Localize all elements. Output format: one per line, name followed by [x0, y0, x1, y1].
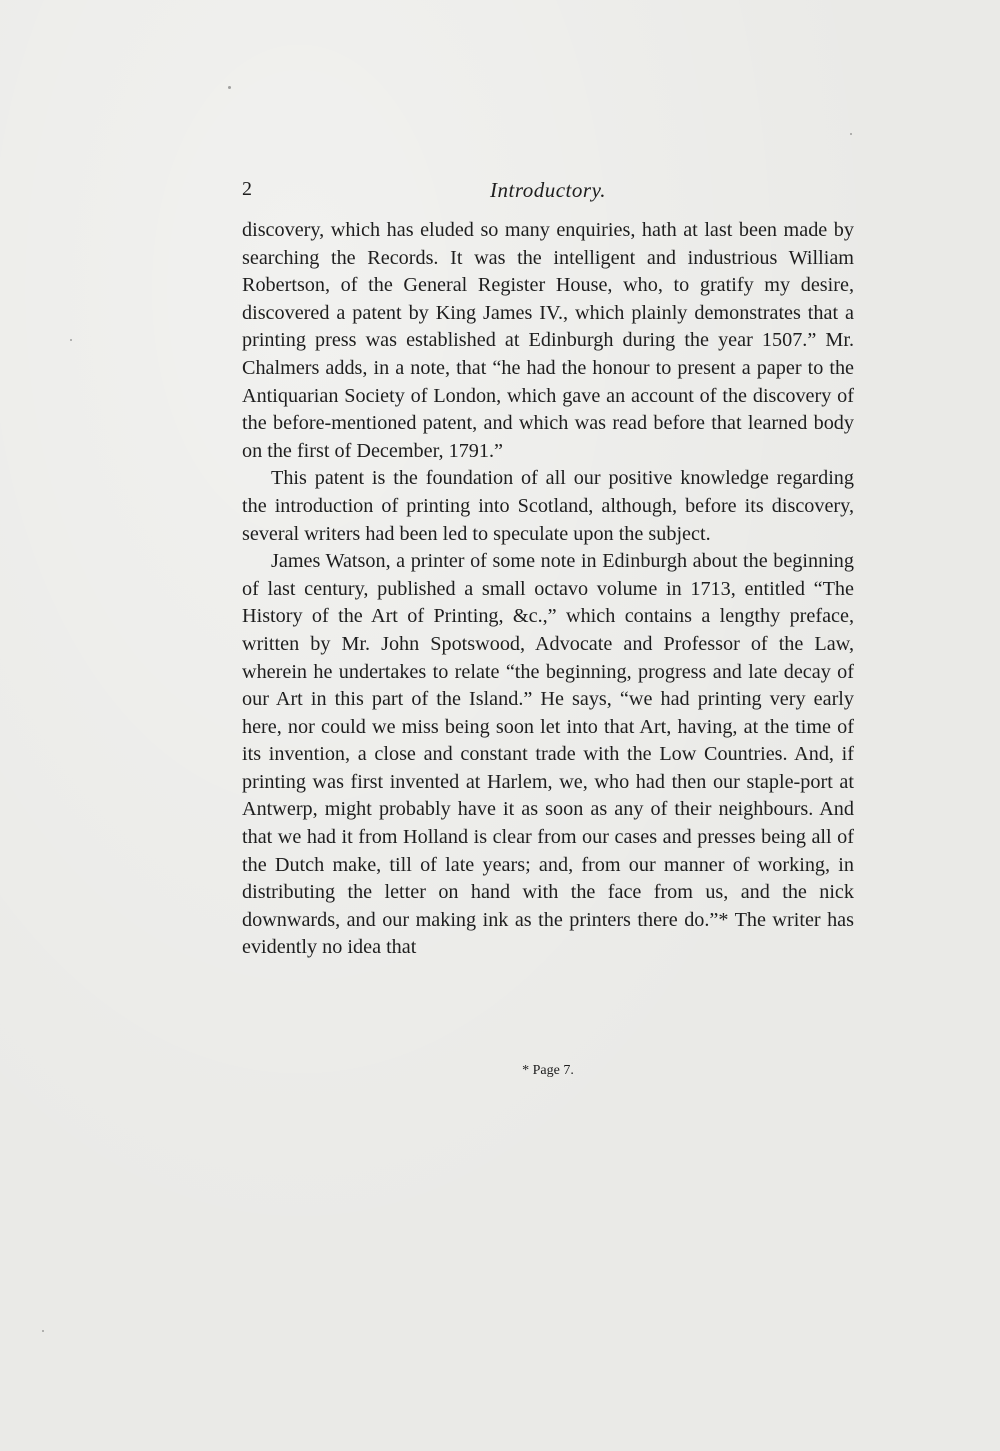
paragraph-james-watson: James Watson, a printer of some note in Edinburgh about the beginning of last century, published a small octavo volume in 1713, entitled “The History of the Art of Printing, &c.,” which contains a lengthy preface, written by Mr. John Spotswood, Advocate and Professor of the Law, wherein he undertakes to relate “the beginning, progress and late decay of our Art in this part of the Island.” He says, “we had printing very early here, nor could we miss being soon let into that Art, having, at the time of its invention, a close and constant trade with the Low Countries. And, if printing was first invented at Harlem, we, who had then our staple-port at Antwerp, might probably have it as soon as any of their neighbours. And that we had it from Holland is clear from our cases and presses being all of the Dutch make, till of late years; and, from our manner of working, in distributing the letter on hand with the face from us, and the nick downwards, and our making ink as the printers there do.”* The writer has evidently no idea that	[242, 550, 854, 959]
page-number: 2	[242, 178, 252, 200]
paper-speck	[850, 133, 852, 135]
page-header	[242, 178, 854, 208]
paper-speck	[228, 86, 231, 89]
footnote: * Page 7.	[522, 1063, 574, 1078]
running-title: Introductory.	[490, 178, 606, 202]
body-text	[242, 217, 854, 962]
paper-speck	[70, 339, 72, 341]
paper-speck	[42, 1330, 44, 1332]
paragraph-patent: This patent is the foundation of all our positive knowledge regarding the introduction of printing into Scotland, although, before its discovery, several writers had been led to speculate upon the subject.	[242, 467, 854, 545]
paragraph-continuation: discovery, which has eluded so many enquiries, hath at last been made by searching the Records. It was the intelligent and industrious William Robertson, of the General Register House, who, to gratify my desire, discovered a patent by King James IV., which plainly demonstrates that a printing press was established at Edinburgh during the year 1507.” Mr. Chalmers adds, in a note, that “he had the honour to present a paper to the Antiquarian Society of London, which gave an account of the discovery of the before-mentioned patent, and which was read before that learned body on the first of December, 1791.”	[242, 219, 854, 462]
